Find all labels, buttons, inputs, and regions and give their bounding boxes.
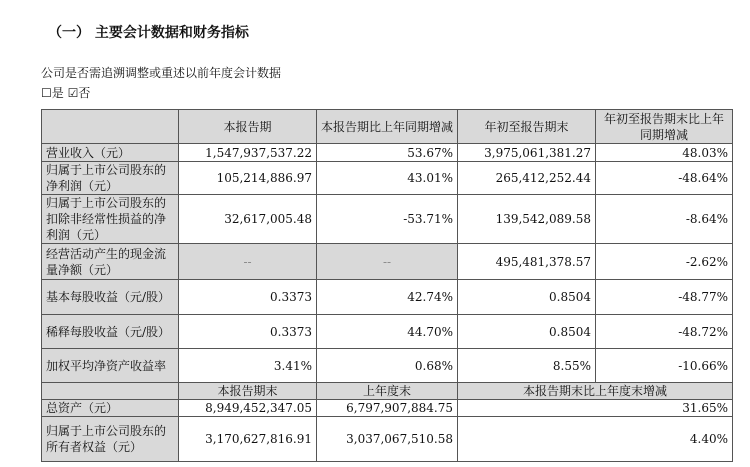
row-label: 归属于上市公司股东的扣除非经常性损益的净利润（元）: [42, 195, 179, 244]
header-row: [42, 110, 733, 144]
cell: 3,037,067,510.58: [317, 417, 458, 462]
row-label: 归属于上市公司股东的净利润（元）: [42, 162, 179, 195]
cell: 年初至报告期末: [458, 110, 596, 144]
cell: 43.01%: [317, 162, 458, 195]
row-label: 基本每股收益（元/股）: [42, 280, 179, 315]
section-title: （一） 主要会计数据和财务指标: [48, 25, 249, 41]
cell: 本报告期比上年同期增减: [317, 110, 458, 144]
table-row: [42, 244, 733, 280]
cell: 0.3373: [179, 280, 317, 315]
cell: -48.72%: [596, 315, 733, 349]
cell: 3.41%: [179, 349, 317, 383]
cell: -8.64%: [596, 195, 733, 244]
cell: 年初至报告期末比上年同期增减: [596, 110, 733, 144]
cell: 上年度末: [317, 383, 458, 400]
cell: 4.40%: [458, 417, 733, 462]
cell: 32,617,005.48: [179, 195, 317, 244]
cell: 0.8504: [458, 315, 596, 349]
cell: 0.68%: [317, 349, 458, 383]
cell: 6,797,907,884.75: [317, 400, 458, 417]
cell: 本报告期末: [179, 383, 317, 400]
cell: --: [317, 244, 458, 280]
option-no: ☑否: [67, 86, 91, 100]
row-label: [42, 110, 179, 144]
row-label: 稀释每股收益（元/股）: [42, 315, 179, 349]
cell: 3,170,627,816.91: [179, 417, 317, 462]
financial-table: [41, 109, 733, 462]
table-row: [42, 280, 733, 315]
cell: 0.8504: [458, 280, 596, 315]
cell: 53.67%: [317, 144, 458, 162]
cell: 0.3373: [179, 315, 317, 349]
row-label: 总资产（元）: [42, 400, 179, 417]
cell: 本报告期: [179, 110, 317, 144]
table-row: [42, 195, 733, 244]
row-label: 归属于上市公司股东的所有者权益（元）: [42, 417, 179, 462]
cell: -48.77%: [596, 280, 733, 315]
cell: 105,214,886.97: [179, 162, 317, 195]
cell: 495,481,378.57: [458, 244, 596, 280]
restatement-options: [41, 84, 90, 101]
table-row: [42, 315, 733, 349]
table-row: [42, 400, 733, 417]
table-row: [42, 417, 733, 462]
cell: 3,975,061,381.27: [458, 144, 596, 162]
option-yes: ☐是: [41, 86, 64, 100]
row-label: 加权平均净资产收益率: [42, 349, 179, 383]
table-row: [42, 144, 733, 162]
table-row: [42, 162, 733, 195]
cell: 8,949,452,347.05: [179, 400, 317, 417]
cell: 48.03%: [596, 144, 733, 162]
table-row: [42, 349, 733, 383]
cell: -48.64%: [596, 162, 733, 195]
cell: 44.70%: [317, 315, 458, 349]
cell: 42.74%: [317, 280, 458, 315]
cell: --: [179, 244, 317, 280]
cell: 265,412,252.44: [458, 162, 596, 195]
cell: 本报告期末比上年度末增减: [458, 383, 733, 400]
header-row: [42, 383, 733, 400]
cell: -2.62%: [596, 244, 733, 280]
row-label: 经营活动产生的现金流量净额（元）: [42, 244, 179, 280]
cell: 31.65%: [458, 400, 733, 417]
restatement-question: 公司是否需追溯调整或重述以前年度会计数据: [41, 66, 282, 80]
cell: 8.55%: [458, 349, 596, 383]
row-label: [42, 383, 179, 400]
row-label: 营业收入（元）: [42, 144, 179, 162]
cell: 1,547,937,537.22: [179, 144, 317, 162]
cell: -10.66%: [596, 349, 733, 383]
cell: -53.71%: [317, 195, 458, 244]
cell: 139,542,089.58: [458, 195, 596, 244]
